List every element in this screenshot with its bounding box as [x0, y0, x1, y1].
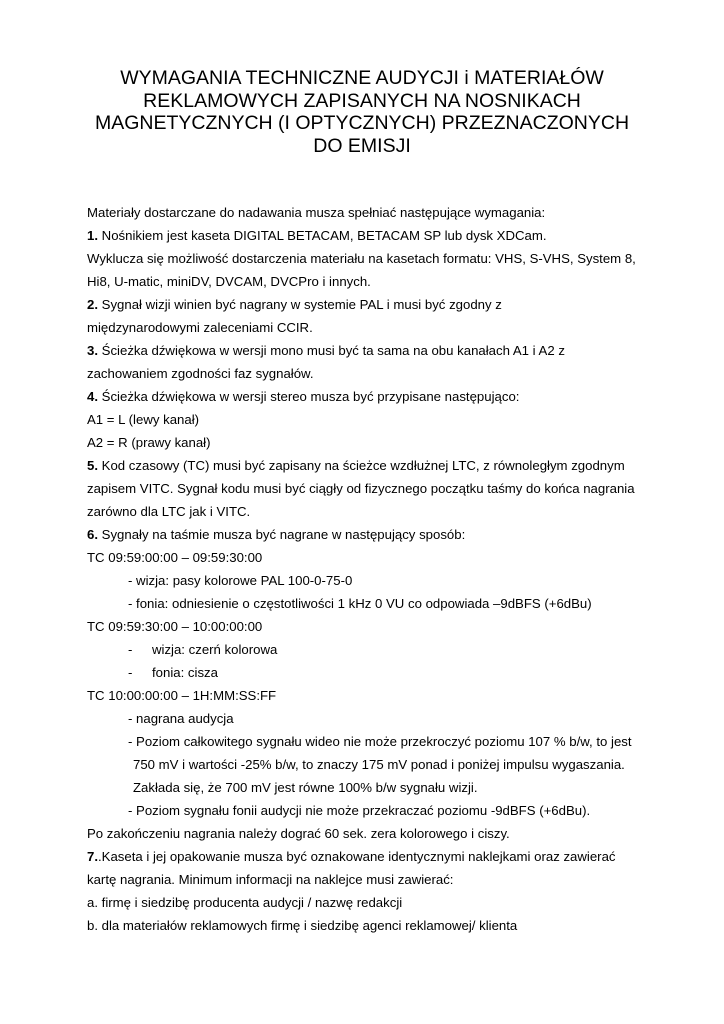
channel-a1: A1 = L (lewy kanał) — [87, 412, 200, 427]
item-1-line: Hi8, U-matic, miniDV, DVCAM, DVCPro i innych. — [87, 274, 371, 289]
channel-a2: A2 = R (prawy kanał) — [87, 435, 211, 450]
timecode-range-1: TC 09:59:00:00 – 09:59:30:00 — [87, 550, 263, 565]
item-4 — [87, 385, 687, 408]
document-title — [60, 67, 664, 157]
timecode-detail — [87, 638, 687, 661]
item-text: Sygnał wizji winien być nagrany w systemie PAL i musi być zgodny z — [98, 297, 502, 312]
timecode-detail: - nagrana audycja — [128, 711, 234, 726]
item-2 — [87, 293, 687, 316]
item-number: 2. — [87, 297, 98, 312]
item-5-line: zarówno dla LTC jak i VITC. — [87, 504, 251, 519]
item-6-closing: Po zakończeniu nagrania należy dograć 60 sek. zera kolorowego i ciszy. — [87, 826, 510, 841]
item-text: .Kaseta i jej opakowanie musza być oznakowane identycznymi naklejkami oraz zawierać — [98, 849, 616, 864]
item-text: Nośnikiem jest kaseta DIGITAL BETACAM, BETACAM SP lub dysk XDCam. — [98, 228, 547, 243]
item-7-line: kartę nagrania. Minimum informacji na naklejce musi zawierać: — [87, 872, 454, 887]
item-number: 4. — [87, 389, 98, 404]
item-3-line: zachowaniem zgodności faz sygnałów. — [87, 366, 314, 381]
item-number: 7. — [87, 849, 98, 864]
item-number: 3. — [87, 343, 98, 358]
timecode-detail: - Poziom sygnału fonii audycji nie może przekraczać poziomu -9dBFS (+6dBu). — [128, 803, 591, 818]
title-line: DO EMISJI — [313, 134, 411, 157]
item-text: Sygnały na taśmie musza być nagrane w następujący sposób: — [98, 527, 466, 542]
title-line: REKLAMOWYCH ZAPISANYCH NA NOSNIKACH — [143, 89, 581, 112]
title-line: MAGNETYCZNYCH (I OPTYCZNYCH) PRZEZNACZONYCH — [94, 112, 630, 134]
item-1 — [87, 224, 687, 247]
item-2-line: międzynarodowymi zaleceniami CCIR. — [87, 320, 313, 335]
item-7-point-b: b. dla materiałów reklamowych firmę i siedzibę agenci reklamowej/ klienta — [87, 918, 518, 933]
timecode-range-2: TC 09:59:30:00 – 10:00:00:00 — [87, 619, 263, 634]
dash-bullet: - — [128, 665, 133, 680]
item-text: Kod czasowy (TC) musi być zapisany na ścieżce wzdłużnej LTC, z równoległym zgodnym — [98, 458, 625, 473]
item-6 — [87, 523, 687, 546]
item-3 — [87, 339, 687, 362]
document-body — [87, 201, 687, 937]
intro-text: Materiały dostarczane do nadawania musza spełniać następujące wymagania: — [87, 205, 546, 220]
timecode-detail: - Poziom całkowitego sygnału wideo nie może przekroczyć poziomu 107 % b/w, to jest — [128, 734, 632, 749]
timecode-detail — [87, 661, 687, 684]
item-text: Ścieżka dźwiękowa w wersji stereo musza być przypisane następująco: — [98, 389, 520, 404]
item-text: Ścieżka dźwiękowa w wersji mono musi być ta sama na obu kanałach A1 i A2 z — [98, 343, 565, 358]
item-7-point-a: a. firmę i siedzibę producenta audycji / nazwę redakcji — [87, 895, 403, 910]
item-5-line: zapisem VITC. Sygnał kodu musi być ciągły od fizycznego początku taśmy do końca nagrania — [87, 481, 635, 496]
timecode-detail-continued: 750 mV i wartości -25% b/w, to znaczy 175 mV ponad i poniżej impulsu wygaszania. — [133, 757, 625, 772]
item-number: 6. — [87, 527, 98, 542]
item-7 — [87, 845, 687, 868]
item-number: 5. — [87, 458, 98, 473]
item-5 — [87, 454, 687, 477]
timecode-range-3: TC 10:00:00:00 – 1H:MM:SS:FF — [87, 688, 277, 703]
timecode-detail: - fonia: odniesienie o częstotliwości 1 kHz 0 VU co odpowiada –9dBFS (+6dBu) — [128, 596, 592, 611]
title-line: WYMAGANIA TECHNICZNE AUDYCJI i MATERIAŁÓW — [120, 67, 604, 89]
dash-bullet: - — [128, 642, 133, 657]
detail-text: fonia: cisza — [152, 665, 218, 680]
item-1-line: Wyklucza się możliwość dostarczenia materiału na kasetach formatu: VHS, S-VHS, System 8, — [87, 251, 636, 266]
timecode-detail: - wizja: pasy kolorowe PAL 100-0-75-0 — [128, 573, 353, 588]
item-number: 1. — [87, 228, 98, 243]
timecode-detail-continued: Zakłada się, że 700 mV jest równe 100% b/w sygnału wizji. — [133, 780, 478, 795]
detail-text: wizja: czerń kolorowa — [152, 642, 278, 657]
